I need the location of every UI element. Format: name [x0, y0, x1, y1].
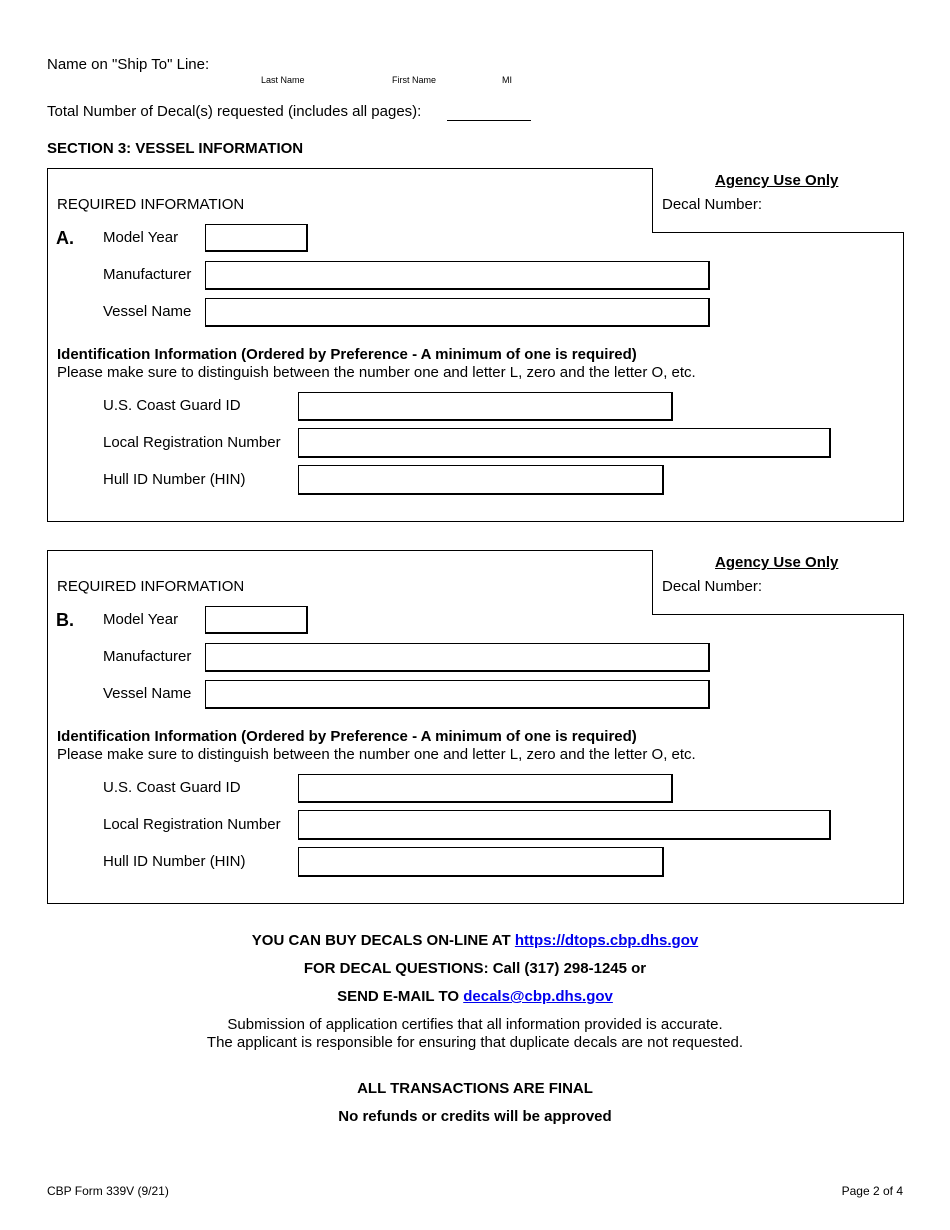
email-line [0, 988, 950, 1005]
certify-line-2: The applicant is responsible for ensuring that duplicate decals are not requested. [206, 1034, 744, 1051]
model-year-field[interactable] [205, 606, 308, 634]
last-name-caption: Last Name [261, 75, 305, 85]
total-decals-field[interactable] [447, 104, 531, 121]
manufacturer-field[interactable] [205, 643, 710, 672]
total-decals-label: Total Number of Decal(s) requested (includes all pages): [47, 103, 422, 120]
local-registration-field[interactable] [298, 810, 831, 840]
mi-caption: MI [502, 75, 512, 85]
id-info-note: Please make sure to distinguish between the number one and letter L, zero and the letter O, etc. [57, 364, 696, 381]
vessel-name-field[interactable] [205, 680, 710, 709]
agency-use-title: Agency Use Only [715, 172, 839, 189]
ship-to-label: Name on "Ship To" Line: [47, 56, 210, 73]
required-info-label: REQUIRED INFORMATION [57, 578, 245, 595]
agency-use-box-b [652, 550, 904, 615]
uscg-id-field[interactable] [298, 774, 673, 803]
id-info-note: Please make sure to distinguish between the number one and letter L, zero and the letter O, etc. [57, 746, 696, 763]
email-text: SEND E-MAIL TO [337, 988, 464, 1005]
vessel-letter: A. [56, 228, 74, 248]
local-registration-label: Local Registration Number [103, 816, 281, 833]
page-number: Page 2 of 4 [841, 1184, 903, 1198]
decal-number-label: Decal Number: [662, 578, 763, 595]
local-registration-label: Local Registration Number [103, 434, 281, 451]
uscg-id-label: U.S. Coast Guard ID [103, 397, 241, 414]
decal-number-label: Decal Number: [662, 196, 763, 213]
first-name-caption: First Name [392, 75, 437, 85]
email-link[interactable]: decals@cbp.dhs.gov [463, 988, 613, 1005]
vessel-name-label: Vessel Name [103, 303, 192, 320]
vessel-b-box [47, 550, 904, 904]
vessel-letter: B. [56, 610, 74, 630]
required-info-label: REQUIRED INFORMATION [57, 196, 245, 213]
manufacturer-label: Manufacturer [103, 648, 192, 665]
uscg-id-label: U.S. Coast Guard ID [103, 779, 241, 796]
manufacturer-label: Manufacturer [103, 266, 192, 283]
form-id: CBP Form 339V (9/21) [47, 1184, 169, 1198]
model-year-label: Model Year [103, 611, 179, 628]
hin-field[interactable] [298, 465, 664, 495]
uscg-id-field[interactable] [298, 392, 673, 421]
hin-label: Hull ID Number (HIN) [103, 471, 246, 488]
section-title: SECTION 3: VESSEL INFORMATION [47, 140, 304, 157]
agency-use-title: Agency Use Only [715, 554, 839, 571]
certify-line-1: Submission of application certifies that all information provided is accurate. [227, 1016, 723, 1033]
agency-use-box-a [652, 168, 904, 233]
model-year-field[interactable] [205, 224, 308, 252]
dtops-link[interactable]: https://dtops.cbp.dhs.gov [514, 932, 699, 949]
local-registration-field[interactable] [298, 428, 831, 458]
hin-label: Hull ID Number (HIN) [103, 853, 246, 870]
id-info-heading: Identification Information (Ordered by Preference - A minimum of one is required) [57, 728, 637, 745]
decal-questions-line: FOR DECAL QUESTIONS: Call (317) 298-1245 or [303, 960, 647, 977]
vessel-a-box [47, 168, 904, 522]
id-info-heading: Identification Information (Ordered by Preference - A minimum of one is required) [57, 346, 637, 363]
no-refunds-notice: No refunds or credits will be approved [338, 1108, 612, 1125]
hin-field[interactable] [298, 847, 664, 877]
vessel-name-field[interactable] [205, 298, 710, 327]
manufacturer-field[interactable] [205, 261, 710, 290]
buy-online-text: YOU CAN BUY DECALS ON-LINE AT [251, 932, 515, 949]
vessel-name-label: Vessel Name [103, 685, 192, 702]
all-transactions-final: ALL TRANSACTIONS ARE FINAL [357, 1080, 593, 1097]
buy-online-line [0, 932, 950, 949]
model-year-label: Model Year [103, 229, 179, 246]
